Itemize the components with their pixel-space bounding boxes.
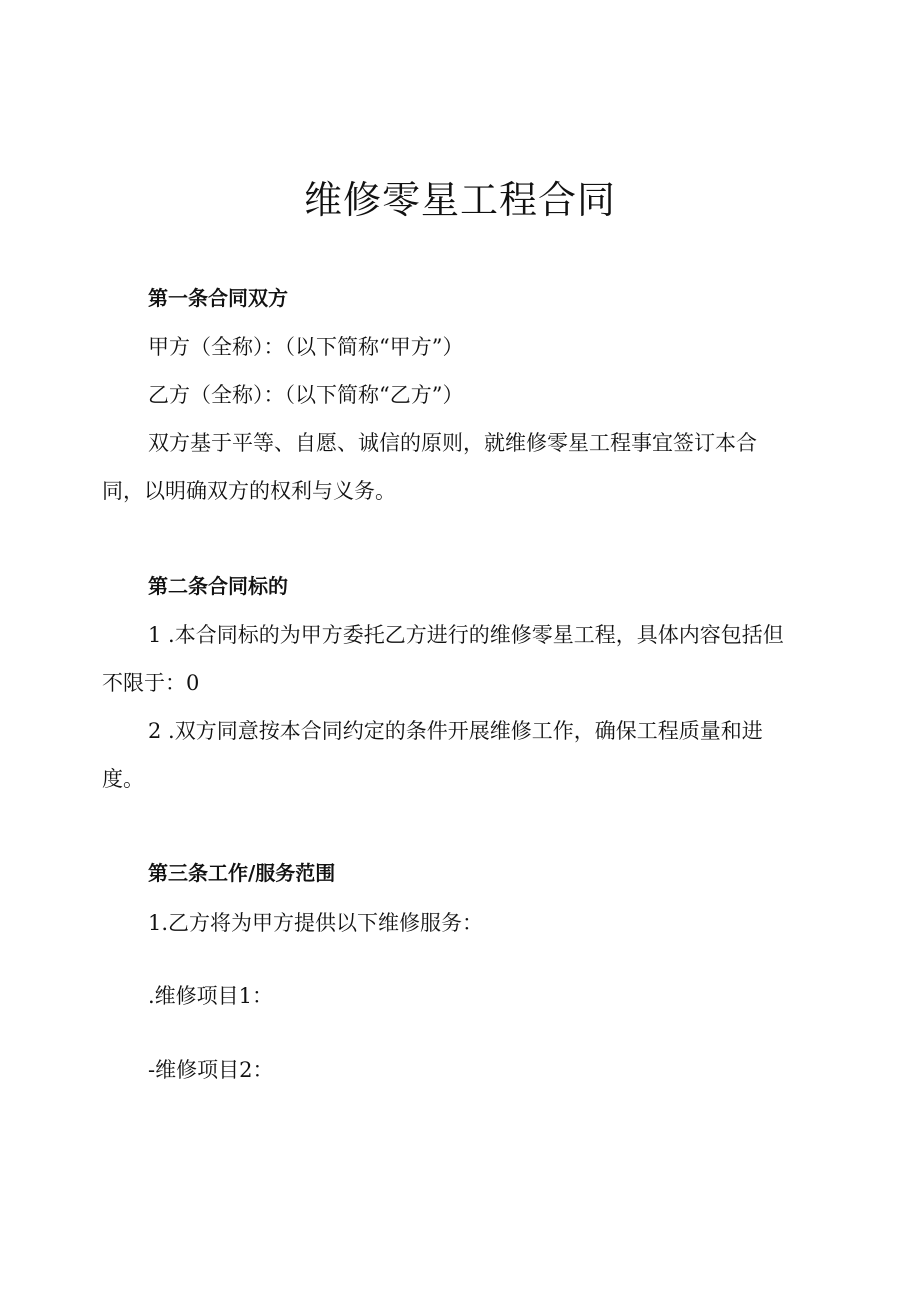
section-1-heading: 第一条合同双方 (148, 286, 288, 310)
party-a-line: 甲方（全称）：（以下简称“甲方”） (148, 335, 464, 359)
party-b-line: 乙方（全称）：（以下简称“乙方”） (148, 383, 464, 407)
principle-line-2: 同，以明确双方的权利与义务。 (102, 479, 396, 503)
subject-item-1-line-2: 不限于：0 (102, 671, 200, 695)
subject-item-2-line-1: 2 .双方同意按本合同约定的条件开展维修工作，确保工程质量和进 (148, 719, 763, 743)
principle-line-1: 双方基于平等、自愿、诚信的原则，就维修零星工程事宜签订本合 (148, 431, 757, 455)
section-3-heading: 第三条工作/服务范围 (148, 861, 336, 885)
subject-item-1-line-1: 1 .本合同标的为甲方委托乙方进行的维修零星工程，具体内容包括但 (148, 623, 784, 647)
service-intro-line: 1.乙方将为甲方提供以下维修服务： (148, 911, 484, 935)
subject-item-2-line-2: 度。 (102, 767, 144, 791)
service-item-2: -维修项目2： (148, 1058, 274, 1082)
document-title: 维修零星工程合同 (303, 178, 616, 222)
service-item-1: .维修项目1： (148, 984, 274, 1008)
section-2-heading: 第二条合同标的 (148, 574, 288, 598)
